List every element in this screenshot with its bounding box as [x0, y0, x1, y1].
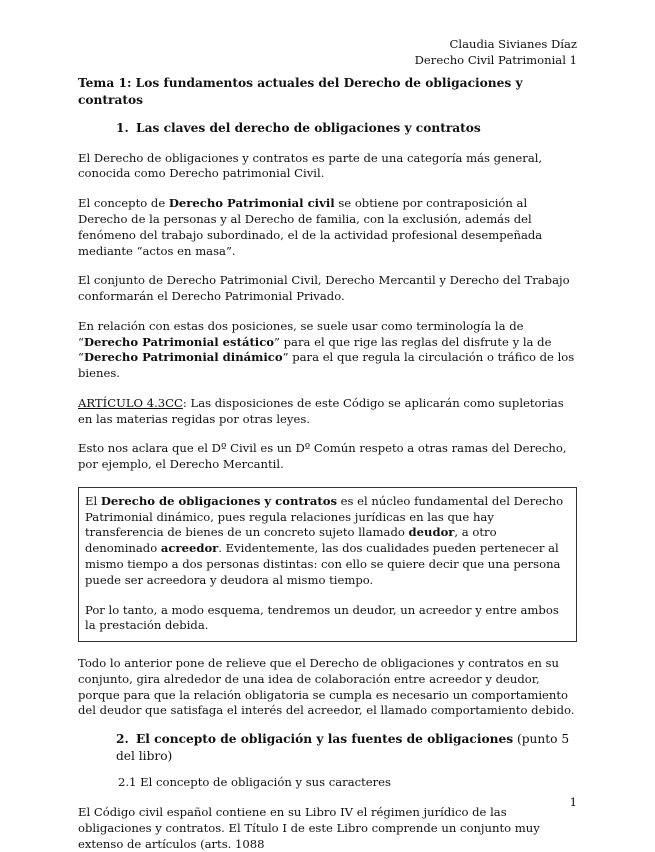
page-number: 1: [569, 795, 577, 809]
paragraph-4: [78, 319, 577, 382]
text-run: es el núcleo fundamental del Derecho Patrimonial dinámico, pues regula relaciones jurídicas en las que hay transferencia de bienes de un concreto sujeto llamado: [85, 493, 564, 540]
bold-term: acreedor: [160, 541, 219, 556]
text-run: : Las disposiciones de este Código se aplicarán como supletorias en las materias regidas por otras leyes.: [78, 395, 564, 426]
article-reference: ARTÍCULO 4.3CC: [78, 395, 183, 410]
text-run: En relación con estas dos posiciones, se suele usar como terminología la de “: [78, 318, 524, 349]
text-run: . Evidentemente, las dos cualidades pueden pertenecer al mismo tiempo a dos personas distintas: con ello se quiere decir que una persona puede ser acreedora y deudora al mismo tiempo.: [85, 541, 561, 587]
section-2-aside: (punto 5 del libro): [116, 732, 570, 763]
section-2-heading: [116, 731, 577, 764]
text-run: , a otro denominado: [85, 525, 497, 556]
paragraph-6: Esto nos aclara que el Dº Civil es un Dº Común respeto a otras ramas del Derecho, por ejemplo, el Derecho Mercantil.: [78, 441, 567, 472]
section-1-number: 1.: [116, 121, 129, 136]
subsection-2-1-heading: 2.1 El concepto de obligación y sus caracteres: [118, 775, 391, 790]
bold-term: deudor: [408, 525, 455, 540]
section-1-heading: [116, 120, 577, 137]
bold-term: Derecho Patrimonial estático: [83, 334, 275, 349]
paragraph-5: [78, 396, 577, 428]
paragraph-1: El Derecho de obligaciones y contratos es parte de una categoría más general, conocida como Derecho patrimonial Civil.: [78, 150, 543, 181]
box-paragraph-2: Por lo tanto, a modo esquema, tendremos un deudor, un acreedor y entre ambos la prestación debida.: [85, 602, 559, 633]
text-run: se obtiene por contraposición al Derecho de la personas y al Derecho de familia, con la exclusión, además del fenómeno del trabajo subordinado, el de la actividad profesional desempeñada mediante “actos en masa”.: [78, 196, 543, 258]
text-run: ” para el que rige las reglas del disfrute y la de “: [78, 334, 552, 365]
section-2-number: 2.: [116, 732, 129, 747]
paragraph-2: [78, 196, 577, 259]
bold-term: Derecho de obligaciones y contratos: [100, 493, 337, 508]
section-2-title: El concepto de obligación y las fuentes de obligaciones: [136, 732, 514, 747]
text-run: El: [85, 493, 101, 508]
paragraph-3: El conjunto de Derecho Patrimonial Civil, Derecho Mercantil y Derecho del Trabajo conformarán el Derecho Patrimonial Privado.: [78, 273, 570, 304]
text-run: El concepto de: [78, 196, 169, 211]
document-title: Tema 1: Los fundamentos actuales del Derecho de obligaciones y contratos: [78, 75, 523, 107]
box-paragraph-1: [85, 494, 570, 589]
page-header: [78, 36, 577, 69]
text-run: ” para el que regula la circulación o tráfico de los bienes.: [78, 350, 575, 381]
section-1-title: Las claves del derecho de obligaciones y contratos: [136, 121, 481, 136]
bold-term: Derecho Patrimonial dinámico: [83, 350, 283, 365]
highlight-box: [78, 487, 577, 642]
paragraph-8: El Código civil español contiene en su Libro IV el régimen jurídico de las obligaciones y contratos. El Título I de este Libro comprende un conjunto muy extenso de artículos (arts. 1088: [78, 805, 540, 851]
header-course: Derecho Civil Patrimonial 1: [414, 53, 577, 68]
header-author: Claudia Sivianes Díaz: [449, 37, 577, 51]
bold-term: Derecho Patrimonial civil: [168, 196, 335, 211]
paragraph-7: Todo lo anterior pone de relieve que el Derecho de obligaciones y contratos en su conjunto, gira alrededor de una idea de colaboración entre acreedor y deudor, porque para que la relación obligatoria se cumpla es necesario un comportamiento del deudor que satisfaga el interés del acreedor, el llamado comportamiento debido.: [78, 656, 575, 718]
